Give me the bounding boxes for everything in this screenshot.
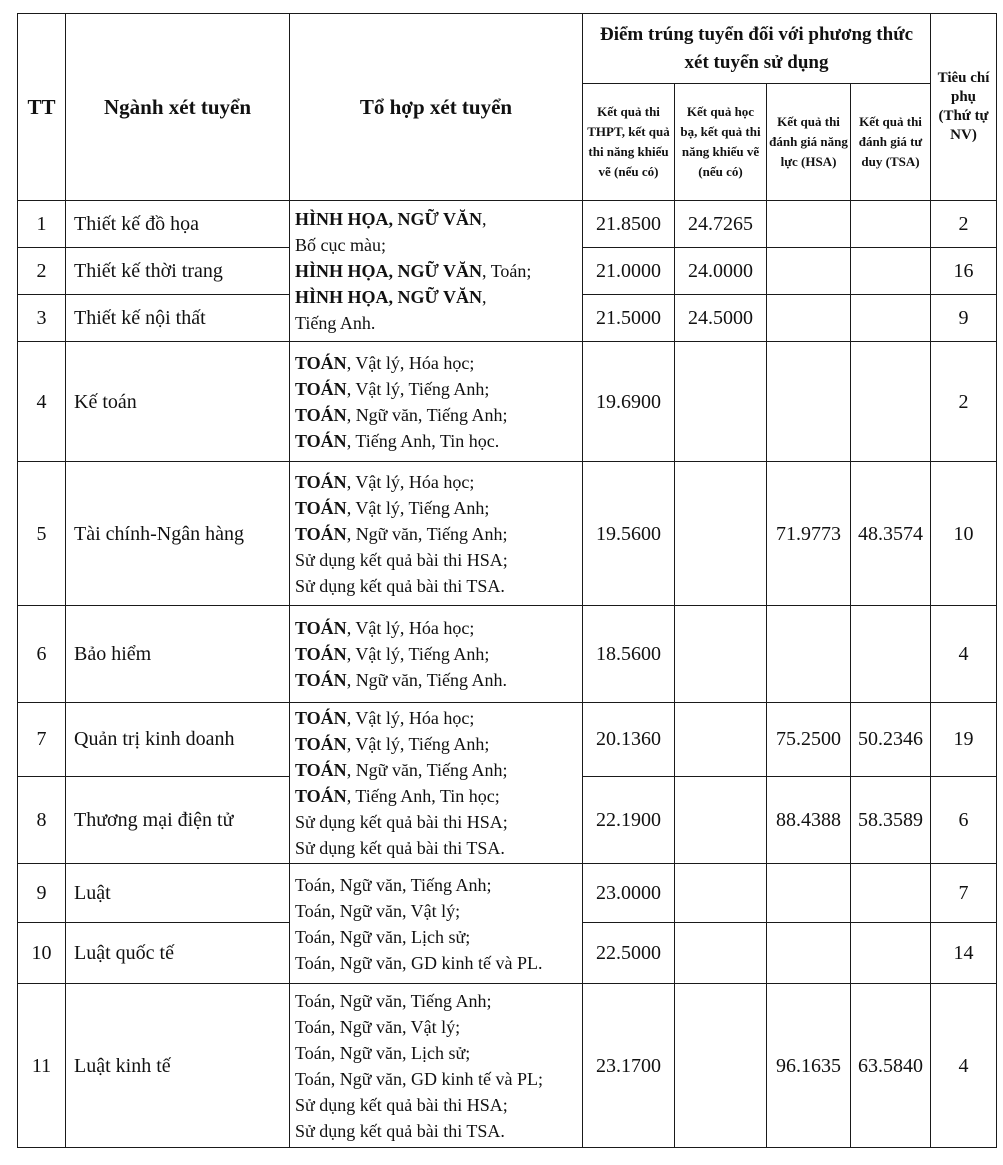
combo-line <box>295 809 578 835</box>
score-hocba: 24.7265 <box>675 201 767 248</box>
combo-other-subjects: Tiếng Anh. <box>295 313 376 333</box>
combo-other-subjects: Toán, Ngữ văn, GD kinh tế và PL. <box>295 952 543 973</box>
row-number: 9 <box>18 864 66 923</box>
score-tsa <box>851 295 931 342</box>
combo-line <box>295 573 578 599</box>
criteria-order: 19 <box>931 703 997 777</box>
combo-line <box>295 1118 578 1144</box>
score-hocba <box>675 984 767 1148</box>
row-number: 4 <box>18 342 66 462</box>
score-hocba <box>675 342 767 462</box>
combo-line <box>295 667 578 693</box>
criteria-order: 9 <box>931 295 997 342</box>
combo-core-subjects: HÌNH HỌA, NGỮ VĂN <box>295 209 483 229</box>
major-name: Luật <box>66 864 290 923</box>
score-hsa: 96.1635 <box>767 984 851 1148</box>
combo-line <box>295 310 578 336</box>
score-thpt: 20.1360 <box>583 703 675 777</box>
header-hocba: Kết quả học bạ, kết quả thi năng khiếu vẽ (nếu có) <box>675 84 767 201</box>
major-name: Thiết kế nội thất <box>66 295 290 342</box>
score-hsa <box>767 923 851 984</box>
combo-core-subjects: TOÁN <box>295 786 347 806</box>
table-row <box>18 703 997 777</box>
combo-other-subjects: , Vật lý, Hóa học; <box>346 471 475 492</box>
score-hocba <box>675 923 767 984</box>
score-hsa: 71.9773 <box>767 462 851 606</box>
combo-line <box>295 206 578 232</box>
score-hocba: 24.5000 <box>675 295 767 342</box>
combo-other-subjects: Toán, Ngữ văn, Vật lý; <box>295 1016 461 1037</box>
criteria-order: 6 <box>931 776 997 863</box>
score-thpt: 21.0000 <box>583 248 675 295</box>
table-body <box>18 201 997 1148</box>
combo-line <box>295 1014 578 1040</box>
score-hsa <box>767 606 851 703</box>
combo-other-subjects: Toán, Ngữ văn, Tiếng Anh; <box>295 990 492 1011</box>
row-number: 5 <box>18 462 66 606</box>
score-hsa: 88.4388 <box>767 776 851 863</box>
score-thpt: 23.0000 <box>583 864 675 923</box>
header-thpt: Kết quả thi THPT, kết quả thi năng khiếu vẽ (nếu có) <box>583 84 675 201</box>
combo-other-subjects: , Ngữ văn, Tiếng Anh. <box>346 670 507 690</box>
combo-other-subjects: , Tiếng Anh, Tin học; <box>346 786 500 806</box>
combo-line <box>295 469 578 495</box>
major-name: Thiết kế thời trang <box>66 248 290 295</box>
combo-line <box>295 898 578 924</box>
score-tsa <box>851 342 931 462</box>
combo-line <box>295 1066 578 1092</box>
combo-line <box>295 428 578 454</box>
combo-core-subjects: TOÁN <box>295 352 347 373</box>
combo-core-subjects: HÌNH HỌA, NGỮ VĂN <box>295 261 483 281</box>
row-number: 2 <box>18 248 66 295</box>
table-row <box>18 201 997 248</box>
combo-other-subjects: Toán, Ngữ văn, Tiếng Anh; <box>295 874 492 895</box>
criteria-order: 2 <box>931 201 997 248</box>
major-name: Luật quốc tế <box>66 923 290 984</box>
row-number: 11 <box>18 984 66 1148</box>
header-major: Ngành xét tuyển <box>66 14 290 201</box>
score-thpt: 22.5000 <box>583 923 675 984</box>
combo-line <box>295 835 578 861</box>
combo-other-subjects: Sử dụng kết quả bài thi HSA; <box>295 549 508 570</box>
combo-other-subjects: , <box>482 209 487 229</box>
row-number: 10 <box>18 923 66 984</box>
major-name: Bảo hiểm <box>66 606 290 703</box>
combo-line <box>295 783 578 809</box>
header-tt: TT <box>18 14 66 201</box>
combo-core-subjects: TOÁN <box>295 378 347 399</box>
score-hsa: 75.2500 <box>767 703 851 777</box>
combo-other-subjects: Sử dụng kết quả bài thi TSA. <box>295 1120 505 1141</box>
score-hocba <box>675 606 767 703</box>
score-hocba <box>675 703 767 777</box>
table-row <box>18 342 997 462</box>
combo-core-subjects: TOÁN <box>295 523 347 544</box>
combo-other-subjects: , Vật lý, Tiếng Anh; <box>346 378 490 399</box>
combo-line <box>295 1040 578 1066</box>
combo-line <box>295 402 578 428</box>
criteria-order: 16 <box>931 248 997 295</box>
combo-line <box>295 1092 578 1118</box>
score-tsa: 63.5840 <box>851 984 931 1148</box>
header-criteria: Tiêu chí phụ (Thứ tự NV) <box>931 14 997 201</box>
combo-line <box>295 872 578 898</box>
row-number: 8 <box>18 776 66 863</box>
score-hsa <box>767 342 851 462</box>
combo-other-subjects: , Ngữ văn, Tiếng Anh; <box>346 404 508 425</box>
score-thpt: 19.6900 <box>583 342 675 462</box>
score-hocba: 24.0000 <box>675 248 767 295</box>
score-tsa <box>851 606 931 703</box>
combo-other-subjects: , Vật lý, Tiếng Anh; <box>346 644 490 664</box>
score-thpt: 23.1700 <box>583 984 675 1148</box>
row-number: 6 <box>18 606 66 703</box>
score-thpt: 21.5000 <box>583 295 675 342</box>
score-hocba <box>675 462 767 606</box>
major-name: Luật kinh tế <box>66 984 290 1148</box>
score-tsa: 48.3574 <box>851 462 931 606</box>
combo-line <box>295 924 578 950</box>
table-row <box>18 462 997 606</box>
major-name: Thương mại điện tử <box>66 776 290 863</box>
combo-line <box>295 757 578 783</box>
subject-combinations <box>290 984 583 1148</box>
combo-other-subjects: , Vật lý, Tiếng Anh; <box>346 734 490 754</box>
combo-other-subjects: Toán, Ngữ văn, Lịch sử; <box>295 1042 471 1063</box>
subject-combinations <box>290 606 583 703</box>
score-thpt: 19.5600 <box>583 462 675 606</box>
combo-other-subjects: Sử dụng kết quả bài thi TSA. <box>295 838 505 858</box>
combo-other-subjects: , Tiếng Anh, Tin học. <box>346 430 500 451</box>
subject-combinations <box>290 703 583 864</box>
combo-other-subjects: Bố cục màu; <box>295 235 386 255</box>
subject-combinations <box>290 462 583 606</box>
score-hsa <box>767 248 851 295</box>
score-hsa <box>767 864 851 923</box>
combo-other-subjects: Toán, Ngữ văn, GD kinh tế và PL; <box>295 1068 543 1089</box>
score-tsa <box>851 864 931 923</box>
combo-core-subjects: TOÁN <box>295 430 347 451</box>
score-tsa: 50.2346 <box>851 703 931 777</box>
combo-other-subjects: , Vật lý, Hóa học; <box>346 708 475 728</box>
combo-core-subjects: HÌNH HỌA, NGỮ VĂN <box>295 287 483 307</box>
subject-combinations <box>290 342 583 462</box>
major-name: Quản trị kinh doanh <box>66 703 290 777</box>
combo-line <box>295 232 578 258</box>
combo-core-subjects: TOÁN <box>295 471 347 492</box>
score-hocba <box>675 864 767 923</box>
combo-line <box>295 615 578 641</box>
row-number: 3 <box>18 295 66 342</box>
score-tsa <box>851 248 931 295</box>
combo-core-subjects: TOÁN <box>295 404 347 425</box>
combo-other-subjects: , Vật lý, Hóa học; <box>346 352 475 373</box>
combo-core-subjects: TOÁN <box>295 760 347 780</box>
combo-core-subjects: TOÁN <box>295 734 347 754</box>
combo-line <box>295 705 578 731</box>
combo-line <box>295 495 578 521</box>
criteria-order: 10 <box>931 462 997 606</box>
header-tsa: Kết quả thi đánh giá tư duy (TSA) <box>851 84 931 201</box>
score-thpt: 18.5600 <box>583 606 675 703</box>
score-hocba <box>675 776 767 863</box>
score-hsa <box>767 295 851 342</box>
combo-core-subjects: TOÁN <box>295 497 347 518</box>
combo-line <box>295 350 578 376</box>
criteria-order: 4 <box>931 984 997 1148</box>
score-tsa <box>851 923 931 984</box>
combo-other-subjects: , <box>482 287 487 307</box>
combo-line <box>295 988 578 1014</box>
table-header <box>18 14 997 201</box>
combo-line <box>295 258 578 284</box>
row-number: 1 <box>18 201 66 248</box>
combo-other-subjects: Sử dụng kết quả bài thi HSA; <box>295 812 508 832</box>
combo-other-subjects: , Vật lý, Tiếng Anh; <box>346 497 490 518</box>
score-thpt: 22.1900 <box>583 776 675 863</box>
table-row <box>18 606 997 703</box>
combo-other-subjects: Sử dụng kết quả bài thi HSA; <box>295 1094 508 1115</box>
combo-line <box>295 376 578 402</box>
combo-other-subjects: Toán, Ngữ văn, Vật lý; <box>295 900 461 921</box>
subject-combinations <box>290 201 583 342</box>
combo-line <box>295 950 578 976</box>
table-row <box>18 864 997 923</box>
combo-line <box>295 521 578 547</box>
score-tsa <box>851 201 931 248</box>
combo-line <box>295 731 578 757</box>
combo-core-subjects: TOÁN <box>295 708 347 728</box>
combo-line <box>295 284 578 310</box>
combo-other-subjects: , Toán; <box>482 261 532 281</box>
combo-core-subjects: TOÁN <box>295 670 347 690</box>
combo-line <box>295 547 578 573</box>
combo-core-subjects: TOÁN <box>295 644 347 664</box>
score-tsa: 58.3589 <box>851 776 931 863</box>
header-combo: Tổ hợp xét tuyển <box>290 14 583 201</box>
major-name: Thiết kế đồ họa <box>66 201 290 248</box>
score-thpt: 21.8500 <box>583 201 675 248</box>
combo-other-subjects: Sử dụng kết quả bài thi TSA. <box>295 575 505 596</box>
combo-other-subjects: , Ngữ văn, Tiếng Anh; <box>346 523 508 544</box>
admission-score-sheet <box>17 13 996 1148</box>
table-row <box>18 984 997 1148</box>
combo-line <box>295 641 578 667</box>
major-name: Kế toán <box>66 342 290 462</box>
header-score-group: Điểm trúng tuyển đối với phương thức xét tuyển sử dụng <box>583 14 931 84</box>
combo-core-subjects: TOÁN <box>295 618 347 638</box>
criteria-order: 4 <box>931 606 997 703</box>
combo-other-subjects: , Ngữ văn, Tiếng Anh; <box>346 760 508 780</box>
major-name: Tài chính-Ngân hàng <box>66 462 290 606</box>
criteria-order: 14 <box>931 923 997 984</box>
row-number: 7 <box>18 703 66 777</box>
subject-combinations <box>290 864 583 984</box>
combo-other-subjects: Toán, Ngữ văn, Lịch sử; <box>295 926 471 947</box>
criteria-order: 7 <box>931 864 997 923</box>
header-hsa: Kết quả thi đánh giá năng lực (HSA) <box>767 84 851 201</box>
admission-score-table <box>17 13 997 1148</box>
score-hsa <box>767 201 851 248</box>
combo-other-subjects: , Vật lý, Hóa học; <box>346 618 475 638</box>
criteria-order: 2 <box>931 342 997 462</box>
